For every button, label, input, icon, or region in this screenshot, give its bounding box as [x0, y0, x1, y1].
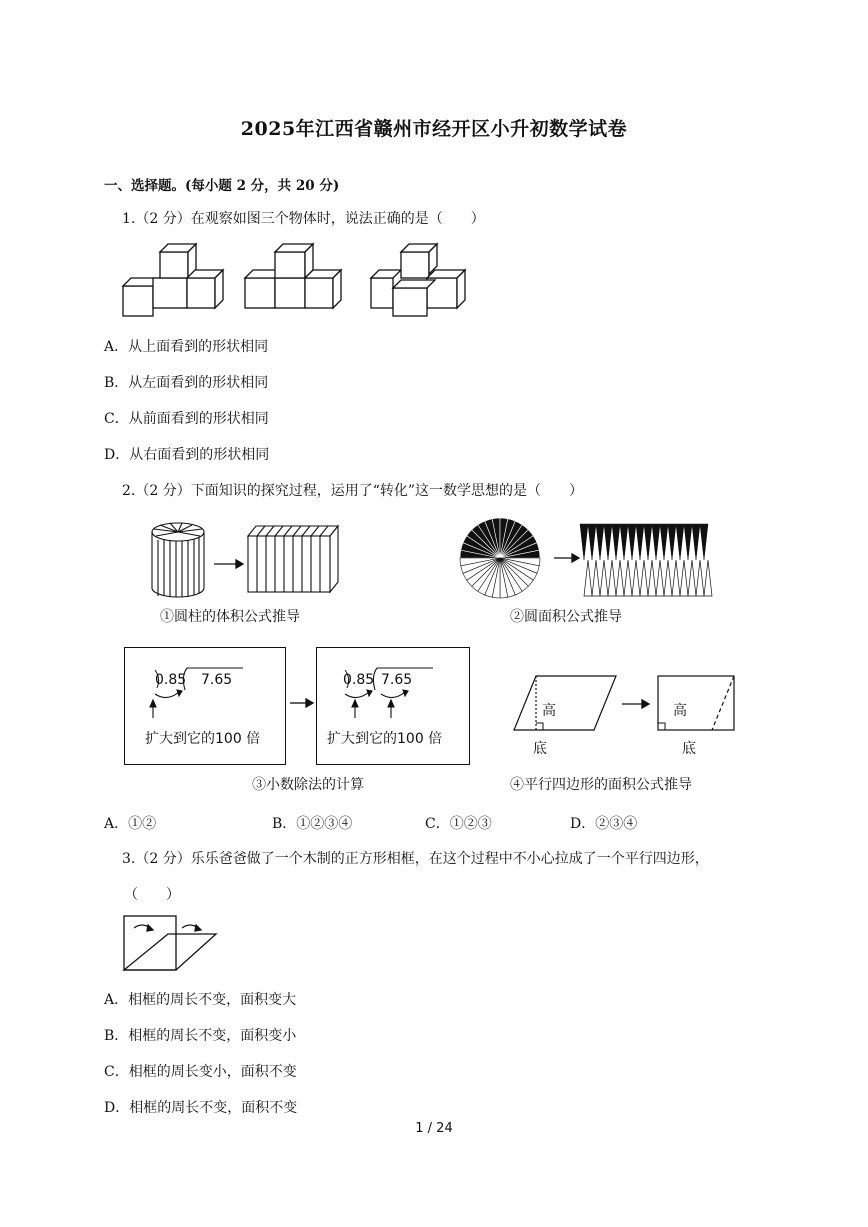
- question-3-blank: （ ）: [124, 887, 180, 903]
- cube-figure-3: [371, 244, 465, 316]
- q2-option-a[interactable]: A．①②: [104, 816, 157, 832]
- rectangle-base-label: 底: [682, 741, 696, 757]
- strip-sector-top: [660, 524, 668, 560]
- q2-option-d[interactable]: D．②③④: [570, 816, 638, 832]
- strip-sector-bottom: [664, 560, 672, 596]
- q1-cube-figures: [115, 240, 475, 320]
- parallelogram-height-label: 高: [542, 703, 556, 719]
- strip-sector-top: [676, 524, 684, 560]
- division-box-scaled: [316, 647, 470, 765]
- caption-division: ③小数除法的计算: [252, 777, 364, 793]
- strip-sector-top: [620, 524, 628, 560]
- strip-sector-top: [644, 524, 652, 560]
- rectangle-icon: [658, 676, 734, 730]
- cube-figure-2: [245, 244, 341, 308]
- scale-note: 扩大到它的100 倍: [327, 731, 443, 747]
- question-2-stem: 2.（2 分）下面知识的探究过程，运用了“转化”这一数学思想的是（ ）: [122, 483, 584, 499]
- q3-option-c[interactable]: C．相框的周长变小，面积不变: [104, 1064, 297, 1080]
- caption-parallelogram: ④平行四边形的面积公式推导: [510, 777, 692, 793]
- division-box-original: [124, 647, 286, 765]
- arrow-right-icon: [214, 560, 243, 568]
- strip-sector-bottom: [600, 560, 608, 596]
- strip-sector-top: [612, 524, 620, 560]
- dividend-label: 7.65: [381, 672, 413, 688]
- strip-sector-bottom: [584, 560, 592, 596]
- rectangle-height-label: 高: [673, 703, 687, 719]
- square-frame-icon: [124, 916, 176, 970]
- section-heading: 一、选择题。(每小题 2 分，共 20 分): [104, 178, 340, 194]
- q1-option-c[interactable]: C．从前面看到的形状相同: [104, 411, 269, 427]
- strip-sector-top: [692, 524, 700, 560]
- page-number: 1 / 24: [415, 1121, 453, 1136]
- strip-sector-top: [668, 524, 676, 560]
- caption-circle: ②圆面积公式推导: [510, 609, 622, 625]
- q1-option-b[interactable]: B．从左面看到的形状相同: [104, 375, 269, 391]
- cylinder-derivation-figure: [148, 520, 338, 605]
- strip-sector-bottom: [696, 560, 704, 596]
- strip-sector-bottom: [672, 560, 680, 596]
- strip-sector-top: [604, 524, 612, 560]
- strip-sector-bottom: [592, 560, 600, 596]
- strip-sector-bottom: [624, 560, 632, 596]
- strip-sector-top: [580, 524, 588, 560]
- q1-option-d[interactable]: D．从右面看到的形状相同: [104, 447, 270, 463]
- strip-sector-bottom: [704, 560, 712, 596]
- cube-figure-1: [123, 244, 223, 316]
- q3-option-b[interactable]: B．相框的周长不变，面积变小: [104, 1028, 297, 1044]
- strip-sector-bottom: [608, 560, 616, 596]
- caption-cylinder: ①圆柱的体积公式推导: [160, 609, 300, 625]
- strip-sector-bottom: [656, 560, 664, 596]
- parallelogram-frame-icon: [124, 934, 216, 970]
- divisor-label: 0.85: [343, 672, 375, 688]
- strip-sector-bottom: [632, 560, 640, 596]
- strip-sector-bottom: [688, 560, 696, 596]
- q3-option-d[interactable]: D．相框的周长不变，面积不变: [104, 1100, 298, 1116]
- strip-sector-top: [588, 524, 596, 560]
- cylinder-icon: [152, 523, 204, 597]
- frame-deformation-figure: [122, 914, 220, 972]
- strip-sector-bottom: [616, 560, 624, 596]
- dividend-label: 7.65: [201, 672, 233, 688]
- exam-title: 2025年江西省赣州市经开区小升初数学试卷: [240, 118, 628, 140]
- q2-option-b[interactable]: B．①②③④: [272, 816, 353, 832]
- question-3-stem: 3.（2 分）乐乐爸爸做了一个木制的正方形相框，在这个过程中不小心拉成了一个平行四边形，: [122, 851, 709, 867]
- q1-option-a[interactable]: A．从上面看到的形状相同: [104, 339, 269, 355]
- strip-sector-top: [700, 524, 708, 560]
- strip-sector-top: [652, 524, 660, 560]
- strip-sector-top: [596, 524, 604, 560]
- strip-sector-top: [684, 524, 692, 560]
- strip-sector-bottom: [648, 560, 656, 596]
- arrow-right-icon: [290, 698, 314, 708]
- arrow-right-icon: [622, 700, 649, 708]
- question-1-stem: 1.（2 分）在观察如图三个物体时，说法正确的是（ ）: [122, 211, 485, 227]
- divided-circle-icon: [460, 518, 540, 598]
- arrow-right-icon: [554, 554, 579, 562]
- strip-sector-bottom: [680, 560, 688, 596]
- strip-sector-top: [628, 524, 636, 560]
- circle-derivation-figure: [456, 518, 746, 600]
- cuboid-slices-icon: [248, 526, 338, 592]
- scale-note: 扩大到它的100 倍: [145, 731, 261, 747]
- strip-sector-top: [636, 524, 644, 560]
- divisor-label: 0.85: [155, 672, 187, 688]
- rearranged-strip-icon: [580, 524, 712, 596]
- q3-option-a[interactable]: A．相框的周长不变，面积变大: [104, 992, 297, 1008]
- parallelogram-icon: [514, 676, 616, 730]
- parallelogram-base-label: 底: [533, 741, 547, 757]
- q2-option-c[interactable]: C．①②③: [425, 816, 492, 832]
- strip-sector-bottom: [640, 560, 648, 596]
